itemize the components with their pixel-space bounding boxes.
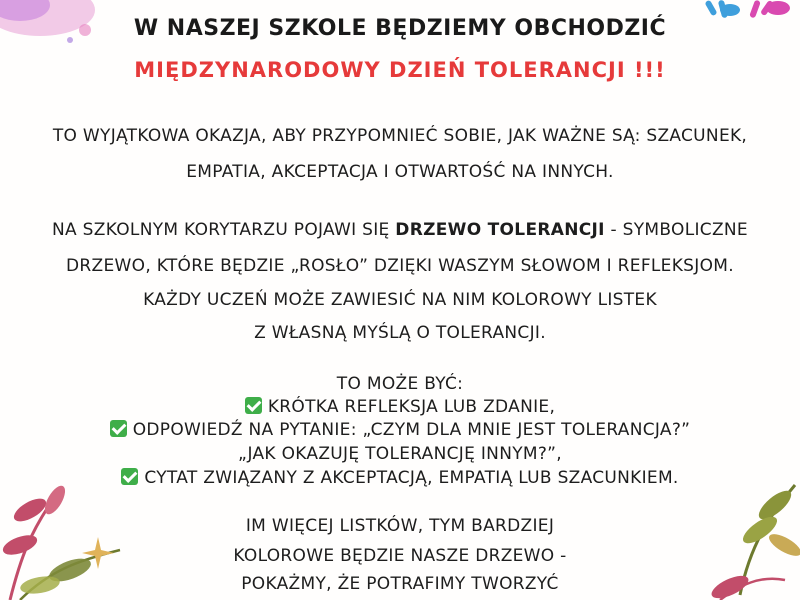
tree-name-bold: DRZEWO TOLERANCJI xyxy=(395,220,605,240)
options-intro: TO MOŻE BYĆ: xyxy=(336,374,464,394)
closing-line-2: KOLOROWE BĘDZIE NASZE DRZEWO - xyxy=(233,546,567,566)
option-item-1 xyxy=(0,397,800,417)
check-mark-icon xyxy=(121,468,138,485)
option-item-2-text: ODPOWIEDŹ NA PYTANIE: „CZYM DLA MNIE JEST TOLERANCJA?” xyxy=(132,420,691,440)
tree-line-4: Z WŁASNĄ MYŚLĄ O TOLERANCJI. xyxy=(254,323,546,343)
tree-line-1 xyxy=(0,220,800,240)
tree-text-post: - SYMBOLICZNE xyxy=(604,220,748,240)
check-mark-icon xyxy=(245,397,262,414)
option-item-2-continued: „JAK OKAZUJĘ TOLERANCJĘ INNYM?”, xyxy=(237,444,562,464)
closing-line-1: IM WIĘCEJ LISTKÓW, TYM BARDZIEJ xyxy=(245,516,555,536)
option-item-3-text: CYTAT ZWIĄZANY Z AKCEPTACJĄ, EMPATIĄ LUB SZACUNKIEM. xyxy=(144,468,679,488)
page-subtitle: MIĘDZYNARODOWY DZIEŃ TOLERANCJI !!! xyxy=(134,58,666,82)
intro-line-2: EMPATIA, AKCEPTACJA I OTWARTOŚĆ NA INNYCH. xyxy=(186,162,614,182)
closing-line-3: POKAŻMY, ŻE POTRAFIMY TWORZYĆ xyxy=(241,574,559,594)
option-item-2 xyxy=(0,420,800,440)
option-item-1-text: KRÓTKA REFLEKSJA LUB ZDANIE, xyxy=(267,397,556,417)
tree-text-pre: NA SZKOLNYM KORYTARZU POJAWI SIĘ xyxy=(52,220,396,240)
intro-line-1: TO WYJĄTKOWA OKAZJA, ABY PRZYPOMNIEĆ SOBIE, JAK WAŻNE SĄ: SZACUNEK, xyxy=(52,126,748,146)
page-title: W NASZEJ SZKOLE BĘDZIEMY OBCHODZIĆ xyxy=(133,16,667,41)
check-mark-icon xyxy=(110,420,127,437)
option-item-3 xyxy=(0,468,800,488)
tree-line-3: KAŻDY UCZEŃ MOŻE ZAWIESIĆ NA NIM KOLOROWY LISTEK xyxy=(143,290,657,310)
tree-line-2: DRZEWO, KTÓRE BĘDZIE „ROSŁO” DZIĘKI WASZYM SŁOWOM I REFLEKSJOM. xyxy=(66,256,734,276)
